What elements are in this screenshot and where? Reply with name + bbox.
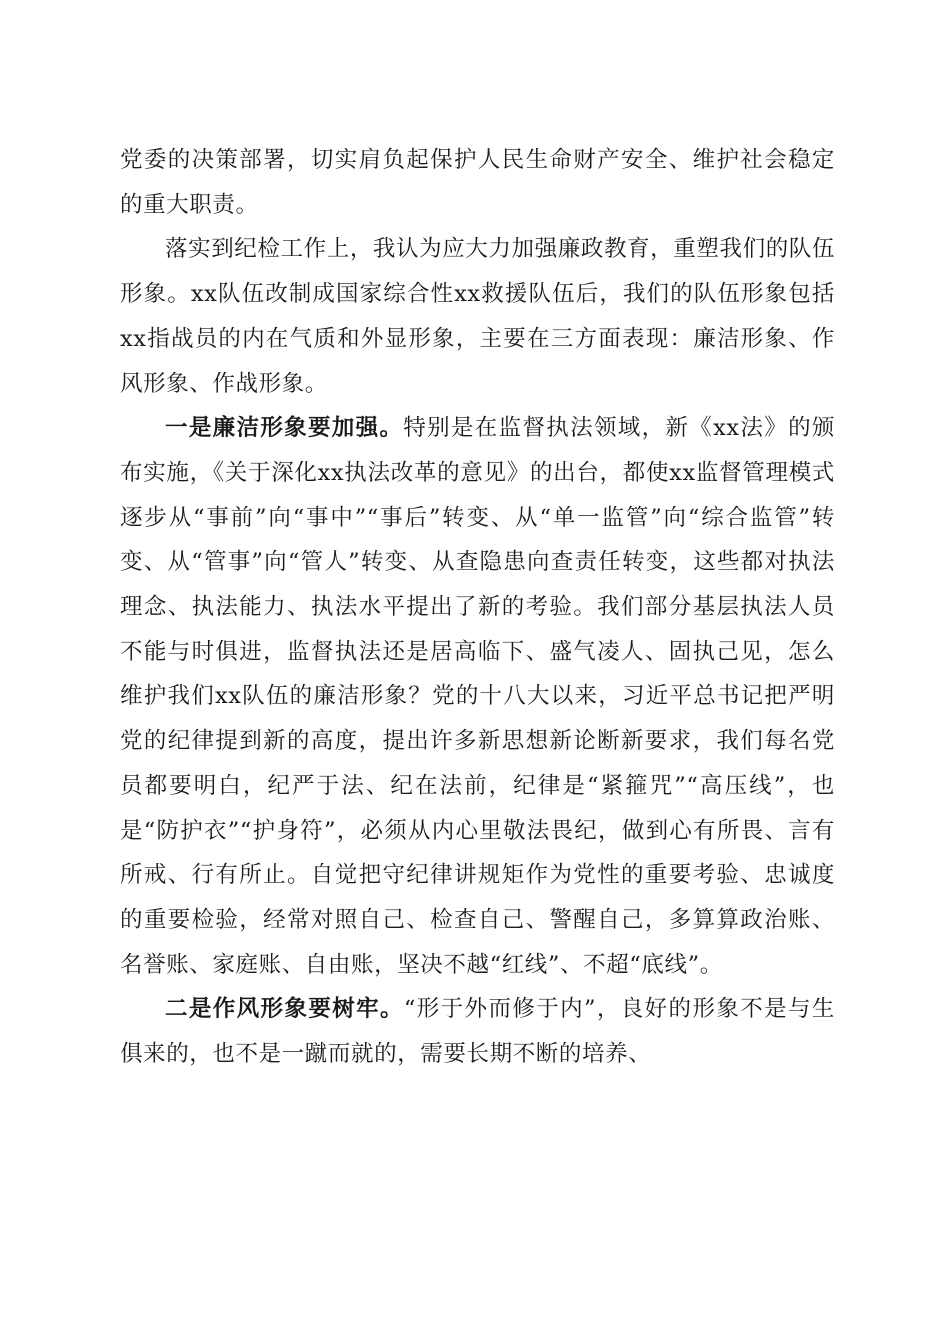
paragraph-text: “形于外而修于内”，良好的形象不是与生俱来的，也不是一蹴而就的，需要长期不断的培养、 [120,996,835,1068]
paragraph-continued [120,138,835,227]
paragraph-text: 党委的决策部署，切实肩负起保护人民生命财产安全、维护社会稳定的重大职责。 [120,147,835,218]
paragraph-text: 落实到纪检工作上，我认为应大力加强廉政教育，重塑我们的队伍形象。xx队伍改制成国家综合性xx救援队伍后，我们的队伍形象包括xx指战员的内在气质和外显形象，主要在三方面表现：廉洁形象、作风形象、作战形象。 [120,236,835,397]
paragraph-style-image [120,987,835,1076]
paragraph-discipline-work [120,227,835,406]
paragraph-lead-heading: 二是作风形象要树牢。 [165,996,404,1023]
body-text [120,138,835,1077]
paragraph-lead-heading: 一是廉洁形象要加强。 [165,415,404,442]
paragraph-text: 特别是在监督执法领域，新《xx法》的颁布实施，《关于深化xx执法改革的意见》的出台，都使xx监督管理模式逐步从“事前”向“事中”“事后”转变、从“单一监管”向“综合监管”转变、从“管事”向“管人”转变、从查隐患向查责任转变，这些都对执法理念、执法能力、执法水平提出了新的考验。我们部分基层执法人员不能与时俱进，监督执法还是居高临下、盛气凌人、固执己见，怎么维护我们xx队伍的廉洁形象？党的十八大以来，习近平总书记把严明党的纪律提到新的高度，提出许多新思想新论断新要求，我们每名党员都要明白，纪严于法、纪在法前，纪律是“紧箍咒”“高压线”，也是“防护衣”“护身符”，必须从内心里敬法畏纪，做到心有所畏、言有所戒、行有所止。自觉把守纪律讲规矩作为党性的重要考验、忠诚度的重要检验，经常对照自己、检查自己、警醒自己，多算算政治账、名誉账、家庭账、自由账，坚决不越“红线”、不超“底线”。 [120,415,835,978]
paragraph-integrity-image [120,406,835,987]
